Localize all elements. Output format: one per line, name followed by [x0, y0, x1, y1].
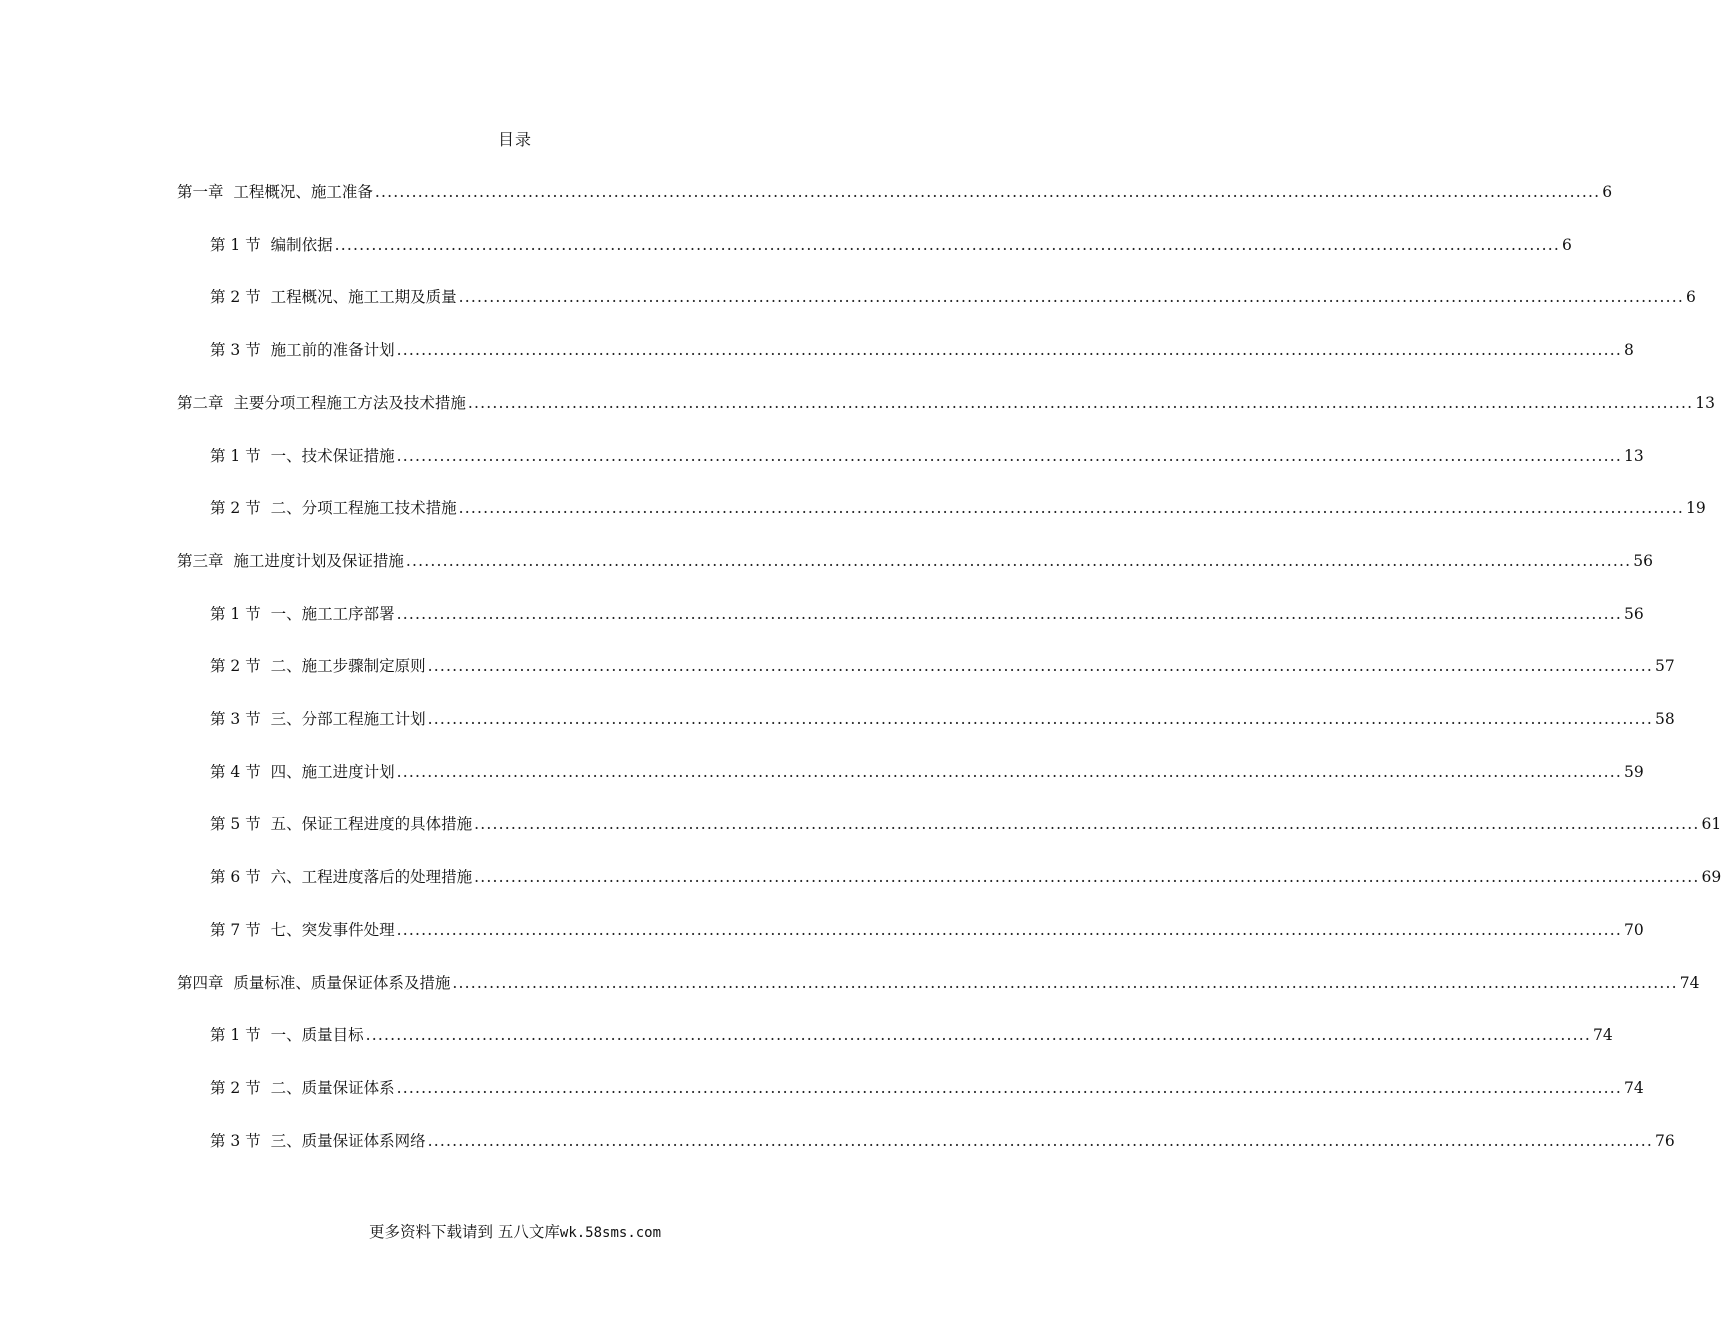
toc-page-number: 74	[1679, 973, 1700, 992]
toc-dot-leader: ........................................................................................................................................................................................................	[334, 235, 1560, 254]
toc-page-number: 76	[1654, 1131, 1675, 1150]
toc-entry-label: 第 5 节 五、保证工程进度的具体措施	[210, 815, 473, 834]
toc-dot-leader: ........................................................................................................................................................................................................	[427, 710, 1653, 728]
toc-page-number: 13	[1623, 446, 1644, 465]
toc-dot-leader: ........................................................................................................................................................................................................	[458, 288, 1684, 307]
toc-dot-leader: ........................................................................................................................................................................................................	[365, 1026, 1591, 1045]
toc-section-entry[interactable]	[210, 1127, 1675, 1151]
toc-section-entry[interactable]	[210, 652, 1675, 676]
toc-entry-label: 第 3 节 三、质量保证体系网络	[210, 1131, 426, 1150]
toc-chapter-entry[interactable]	[177, 969, 1700, 993]
toc-page-number: 56	[1623, 604, 1644, 623]
toc-entry-label: 第 2 节 二、施工步骤制定原则	[210, 657, 426, 676]
toc-page-number: 74	[1623, 1078, 1644, 1097]
toc-page-number: 8	[1623, 341, 1634, 360]
toc-entry-label: 第 1 节 一、技术保证措施	[210, 446, 395, 465]
toc-entry-label: 第 2 节 二、分项工程施工技术措施	[210, 499, 457, 518]
toc-title: 目录	[497, 130, 532, 149]
toc-entry-label: 第三章 施工进度计划及保证措施	[177, 551, 404, 570]
toc-page-number: 6	[1685, 288, 1696, 307]
toc-chapter-entry[interactable]	[177, 178, 1613, 202]
toc-dot-leader: ........................................................................................................................................................................................................	[474, 868, 1700, 887]
toc-page-number: 69	[1701, 868, 1721, 887]
toc-page-number: 59	[1623, 762, 1644, 781]
toc-section-entry[interactable]	[210, 231, 1572, 255]
toc-dot-leader: ........................................................................................................................................................................................................	[427, 657, 1653, 676]
toc-dot-leader: ........................................................................................................................................................................................................	[452, 973, 1678, 992]
toc-section-entry[interactable]	[210, 863, 1721, 887]
toc-dot-leader: ........................................................................................................................................................................................................	[467, 393, 1694, 412]
footer-url: wk.58sms.com	[559, 1225, 662, 1241]
toc-page-number: 74	[1592, 1026, 1613, 1045]
toc-page-number: 70	[1623, 920, 1644, 939]
toc-page-number: 13	[1695, 393, 1715, 412]
toc-dot-leader: ........................................................................................................................................................................................................	[458, 499, 1684, 518]
toc-dot-leader: ........................................................................................................................................................................................................	[396, 920, 1622, 939]
toc-entry-label: 第四章 质量标准、质量保证体系及措施	[177, 973, 451, 992]
toc-page-number: 61	[1701, 815, 1721, 834]
toc-page-number: 6	[1602, 183, 1613, 201]
toc-section-entry[interactable]	[210, 600, 1644, 624]
toc-chapter-entry[interactable]	[177, 389, 1715, 413]
toc-entry-label: 第 2 节 工程概况、施工工期及质量	[210, 288, 457, 307]
toc-dot-leader: ........................................................................................................................................................................................................	[396, 341, 1622, 360]
toc-section-entry[interactable]	[210, 442, 1644, 466]
toc-section-entry[interactable]	[210, 1074, 1644, 1098]
toc-dot-leader: ........................................................................................................................................................................................................	[405, 551, 1632, 570]
toc-section-entry[interactable]	[210, 810, 1721, 834]
toc-page-number: 6	[1561, 235, 1572, 254]
toc-entry-label: 第 3 节 三、分部工程施工计划	[210, 710, 426, 728]
toc-section-entry[interactable]	[210, 283, 1696, 307]
toc-entry-label: 第 1 节 一、质量目标	[210, 1026, 364, 1045]
toc-dot-leader: ........................................................................................................................................................................................................	[396, 446, 1622, 465]
toc-page-number: 58	[1654, 710, 1675, 728]
toc-section-entry[interactable]	[210, 705, 1675, 729]
footer	[0, 1220, 1030, 1242]
toc-entry-label: 第 7 节 七、突发事件处理	[210, 920, 395, 939]
toc-section-entry[interactable]	[210, 1021, 1613, 1045]
toc-dot-leader: ........................................................................................................................................................................................................	[427, 1131, 1653, 1150]
toc-entry-label: 第一章 工程概况、施工准备	[177, 183, 373, 201]
toc-entry-label: 第 3 节 施工前的准备计划	[210, 341, 395, 360]
toc-dot-leader: ........................................................................................................................................................................................................	[374, 183, 1601, 201]
toc-entry-label: 第 2 节 二、质量保证体系	[210, 1078, 395, 1097]
toc-dot-leader: ........................................................................................................................................................................................................	[396, 762, 1622, 781]
toc-page-number: 57	[1654, 657, 1675, 676]
toc-page-number: 56	[1633, 551, 1653, 570]
toc-section-entry[interactable]	[210, 916, 1644, 940]
toc-dot-leader: ........................................................................................................................................................................................................	[396, 1078, 1622, 1097]
toc-entry-label: 第 1 节 编制依据	[210, 235, 333, 254]
toc-section-entry[interactable]	[210, 494, 1706, 518]
toc-entry-label: 第 1 节 一、施工工序部署	[210, 604, 395, 623]
toc-section-entry[interactable]	[210, 758, 1644, 782]
toc-dot-leader: ........................................................................................................................................................................................................	[396, 604, 1622, 623]
toc-chapter-entry[interactable]	[177, 547, 1653, 571]
toc-section-entry[interactable]	[210, 336, 1634, 360]
toc-page-number: 19	[1685, 499, 1706, 518]
toc-entry-label: 第 6 节 六、工程进度落后的处理措施	[210, 868, 473, 887]
toc-dot-leader: ........................................................................................................................................................................................................	[474, 815, 1700, 834]
footer-text: 更多资料下载请到 五八文库	[368, 1223, 560, 1241]
toc-entry-label: 第 4 节 四、施工进度计划	[210, 762, 395, 781]
toc-entry-label: 第二章 主要分项工程施工方法及技术措施	[177, 393, 466, 412]
